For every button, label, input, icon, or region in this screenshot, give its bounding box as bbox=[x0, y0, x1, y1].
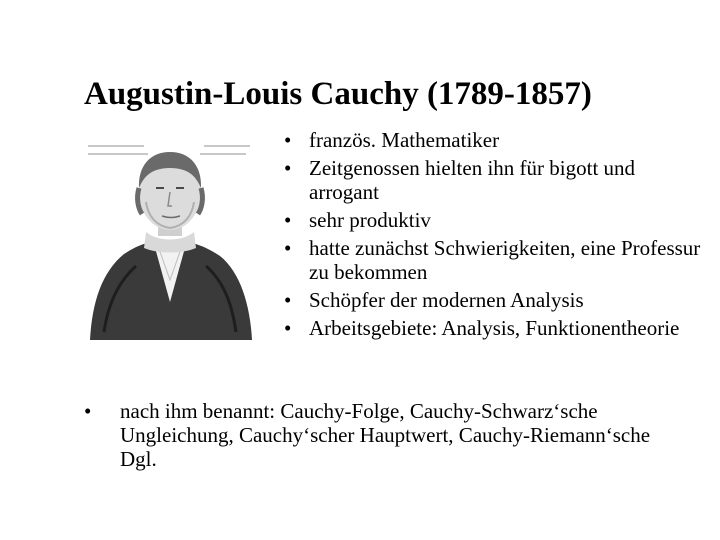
bullet-symbol: • bbox=[284, 288, 292, 312]
bullet-symbol: • bbox=[284, 156, 292, 180]
list-item bbox=[282, 156, 702, 204]
portrait-engraving bbox=[84, 132, 256, 342]
list-item bbox=[282, 128, 702, 152]
bottom-bullet-text: nach ihm benannt: Cauchy-Folge, Cauchy-Schwarz‘sche Ungleichung, Cauchy‘scher Hauptwert, Cauchy-Riemann‘sche Dgl. bbox=[120, 399, 651, 471]
list-item-text: hatte zunächst Schwierigkeiten, eine Professur zu bekommen bbox=[309, 236, 701, 284]
list-item bbox=[282, 208, 702, 232]
list-item-text: sehr produktiv bbox=[309, 208, 431, 232]
list-item bbox=[282, 316, 702, 340]
list-item-text: französ. Mathematiker bbox=[309, 128, 500, 152]
bullet-symbol: • bbox=[284, 128, 292, 152]
bullet-symbol: • bbox=[284, 316, 292, 340]
bullet-symbol: • bbox=[284, 236, 292, 260]
list-item bbox=[282, 288, 702, 312]
bullet-symbol: • bbox=[284, 208, 292, 232]
slide-title: Augustin-Louis Cauchy (1789-1857) bbox=[84, 76, 592, 112]
bottom-bullet bbox=[84, 399, 684, 471]
list-item-text: Zeitgenossen hielten ihn für bigott und arrogant bbox=[309, 156, 636, 204]
list-item-text: Schöpfer der modernen Analysis bbox=[309, 288, 584, 312]
bullet-list bbox=[282, 128, 702, 344]
bullet-symbol: • bbox=[84, 399, 92, 423]
list-item bbox=[282, 236, 702, 284]
list-item-text: Arbeitsgebiete: Analysis, Funktionentheorie bbox=[309, 316, 680, 340]
portrait-image bbox=[84, 132, 256, 342]
